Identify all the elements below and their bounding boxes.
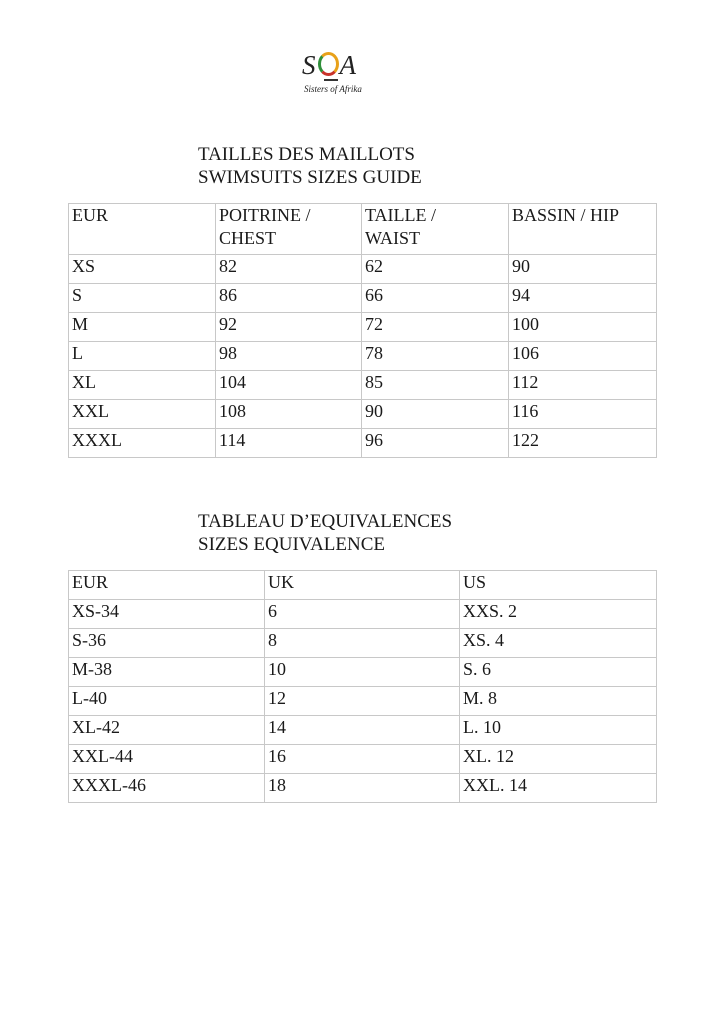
table-cell: 90 <box>509 255 657 284</box>
table-cell: XL. 12 <box>460 745 657 774</box>
logo-mark <box>302 50 357 80</box>
table-cell: 12 <box>265 687 460 716</box>
table-cell: M <box>69 313 216 342</box>
table-cell: 114 <box>216 429 362 458</box>
table-cell: 82 <box>216 255 362 284</box>
table-cell: XXXL-46 <box>69 774 265 803</box>
table-cell: 6 <box>265 600 460 629</box>
table-cell: L-40 <box>69 687 265 716</box>
table-cell: M-38 <box>69 658 265 687</box>
header-waist: TAILLE / WAIST <box>365 205 437 248</box>
header-cell: EUR <box>69 204 216 255</box>
table-cell: XL-42 <box>69 716 265 745</box>
size-guide-heading <box>198 143 422 189</box>
table-cell: 18 <box>265 774 460 803</box>
equivalence-title-en: SIZES EQUIVALENCE <box>198 534 386 555</box>
table-cell: S <box>69 284 216 313</box>
table-row <box>69 716 657 745</box>
table-cell: 86 <box>216 284 362 313</box>
table-cell: XS-34 <box>69 600 265 629</box>
table-cell: XS. 4 <box>460 629 657 658</box>
table-cell: XXXL <box>69 429 216 458</box>
table-cell: XS <box>69 255 216 284</box>
table-cell: M. 8 <box>460 687 657 716</box>
table-row <box>69 774 657 803</box>
table-row <box>69 255 657 284</box>
table-cell: XXL-44 <box>69 745 265 774</box>
table-row <box>69 284 657 313</box>
table-cell: 98 <box>216 342 362 371</box>
table-row <box>69 371 657 400</box>
table-header-row <box>69 571 657 600</box>
table-cell: 62 <box>362 255 509 284</box>
table-cell: 94 <box>509 284 657 313</box>
table-cell: 100 <box>509 313 657 342</box>
table-cell: 85 <box>362 371 509 400</box>
header-cell: BASSIN / HIP <box>509 204 657 255</box>
table-cell: 112 <box>509 371 657 400</box>
brand-logo <box>300 50 364 96</box>
table-cell: 108 <box>216 400 362 429</box>
equivalence-table <box>68 570 657 803</box>
header-cell: UK <box>265 571 460 600</box>
table-cell: 72 <box>362 313 509 342</box>
logo-letter-a: A <box>339 50 357 80</box>
logo-tagline: Sisters of Afrika <box>304 84 362 94</box>
table-row <box>69 313 657 342</box>
table-row <box>69 658 657 687</box>
table-row <box>69 745 657 774</box>
table-cell: 106 <box>509 342 657 371</box>
table-row <box>69 600 657 629</box>
logo-underline <box>324 79 338 81</box>
size-guide-title-fr: TAILLES DES MAILLOTS <box>198 144 415 165</box>
table-row <box>69 629 657 658</box>
size-guide-table <box>68 203 657 458</box>
table-cell: S-36 <box>69 629 265 658</box>
table-row <box>69 687 657 716</box>
table-cell: 14 <box>265 716 460 745</box>
table-cell: XXL <box>69 400 216 429</box>
equivalence-heading <box>198 510 452 556</box>
header-chest: POITRINE / CHEST <box>219 205 311 248</box>
table-cell: 104 <box>216 371 362 400</box>
table-cell: S. 6 <box>460 658 657 687</box>
table-cell: 116 <box>509 400 657 429</box>
table-cell: 78 <box>362 342 509 371</box>
table-cell: 92 <box>216 313 362 342</box>
table-cell: 96 <box>362 429 509 458</box>
table-row <box>69 400 657 429</box>
table-cell: XXL. 14 <box>460 774 657 803</box>
table-cell: 10 <box>265 658 460 687</box>
header-cell: US <box>460 571 657 600</box>
header-cell <box>362 204 509 255</box>
header-cell: EUR <box>69 571 265 600</box>
logo-letter-s: S <box>302 50 317 80</box>
equivalence-title-fr: TABLEAU D’EQUIVALENCES <box>198 511 453 532</box>
header-cell <box>216 204 362 255</box>
table-cell: L. 10 <box>460 716 657 745</box>
table-cell: XXS. 2 <box>460 600 657 629</box>
table-header-row <box>69 204 657 255</box>
size-guide-title-en: SWIMSUITS SIZES GUIDE <box>198 167 422 188</box>
table-cell: 90 <box>362 400 509 429</box>
table-cell: 66 <box>362 284 509 313</box>
logo-ring-icon <box>318 52 339 76</box>
table-cell: 122 <box>509 429 657 458</box>
table-row <box>69 342 657 371</box>
table-cell: L <box>69 342 216 371</box>
table-row <box>69 429 657 458</box>
table-cell: 16 <box>265 745 460 774</box>
table-cell: 8 <box>265 629 460 658</box>
table-cell: XL <box>69 371 216 400</box>
